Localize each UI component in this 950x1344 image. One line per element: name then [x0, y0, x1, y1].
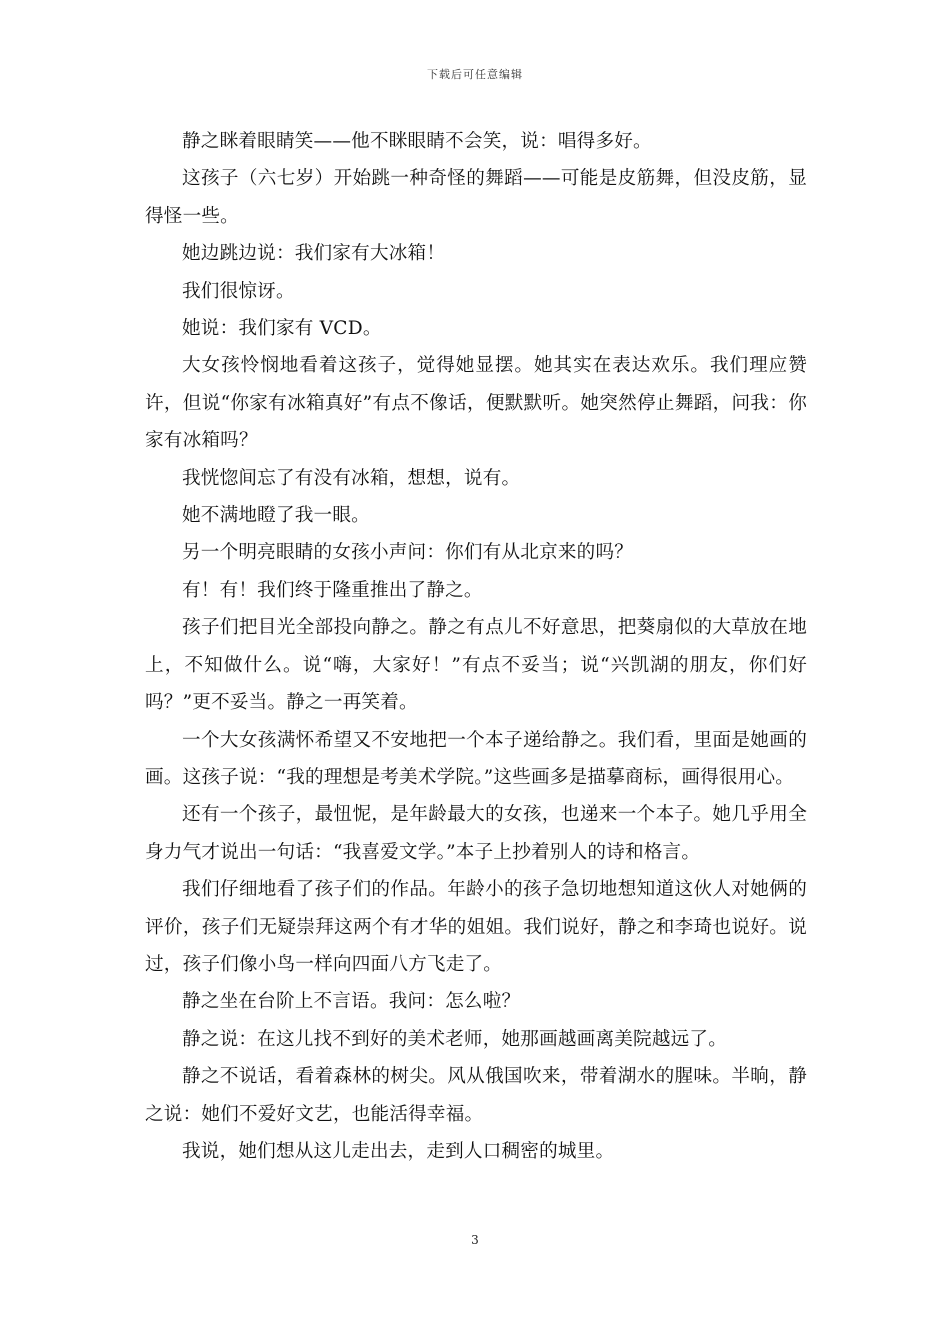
page-header-note: 下载后可任意编辑: [427, 68, 523, 81]
paragraph: 一个大女孩满怀希望又不安地把一个本子递给静之。我们看，里面是她画的画。这孩子说：“我的理想是考美术学院。”这些画多是描摹商标，画得很用心。: [145, 729, 807, 788]
paragraph: 她不满地瞪了我一眼。: [182, 505, 370, 527]
paragraph: 另一个明亮眼睛的女孩小声问：你们有从北京来的吗？: [182, 542, 634, 564]
paragraph: 我恍惚间忘了有没有冰箱，想想，说有。: [182, 467, 521, 489]
paragraph: 我们仔细地看了孩子们的作品。年龄小的孩子急切地想知道这伙人对她俩的评价，孩子们无疑崇拜这两个有才华的姐姐。我们说好，静之和李琦也说好。说过，孩子们像小鸟一样向四面八方飞走了。: [145, 879, 807, 975]
paragraph: 孩子们把目光全部投向静之。静之有点儿不好意思，把葵扇似的大草放在地上，不知做什么。说“嗨，大家好！”有点不妥当；说“兴凯湖的朋友，你们好吗？”更不妥当。静之一再笑着。: [145, 617, 807, 714]
paragraph: 静之坐在台阶上不言语。我问：怎么啦？: [182, 991, 521, 1013]
paragraph: 这孩子（六七岁）开始跳一种奇怪的舞蹈——可能是皮筋舞，但没皮筋，显得怪一些。: [145, 168, 807, 227]
paragraph: 有！有！我们终于隆重推出了静之。: [182, 579, 483, 601]
paragraph: 我们很惊讶。: [182, 280, 295, 302]
paragraph: 静之眯着眼睛笑——他不眯眼睛不会笑，说：唱得多好。: [182, 131, 652, 152]
document-body: [145, 123, 807, 1170]
page-number: 3: [471, 1233, 479, 1247]
paragraph: 静之不说话，看着森林的树尖。风从俄国吹来，带着湖水的腥味。半晌，静之说：她们不爱好文艺，也能活得幸福。: [145, 1066, 807, 1125]
paragraph: 她边跳边说：我们家有大冰箱！: [182, 243, 446, 265]
paragraph: 静之说：在这儿找不到好的美术老师，她那画越画离美院越远了。: [182, 1028, 728, 1050]
paragraph: 我说，她们想从这儿走出去，走到人口稠密的城里。: [182, 1140, 615, 1162]
paragraph: 她说：我们家有 VCD。: [182, 318, 382, 340]
paragraph: 还有一个孩子，最忸怩，是年龄最大的女孩，也递来一个本子。她几乎用全身力气才说出一句话：“我喜爱文学。”本子上抄着别人的诗和格言。: [145, 804, 807, 863]
paragraph: 大女孩怜悯地看着这孩子，觉得她显摆。她其实在表达欢乐。我们理应赞许，但说“你家有冰箱真好”有点不像话，便默默听。她突然停止舞蹈，问我：你家有冰箱吗？: [145, 355, 807, 452]
